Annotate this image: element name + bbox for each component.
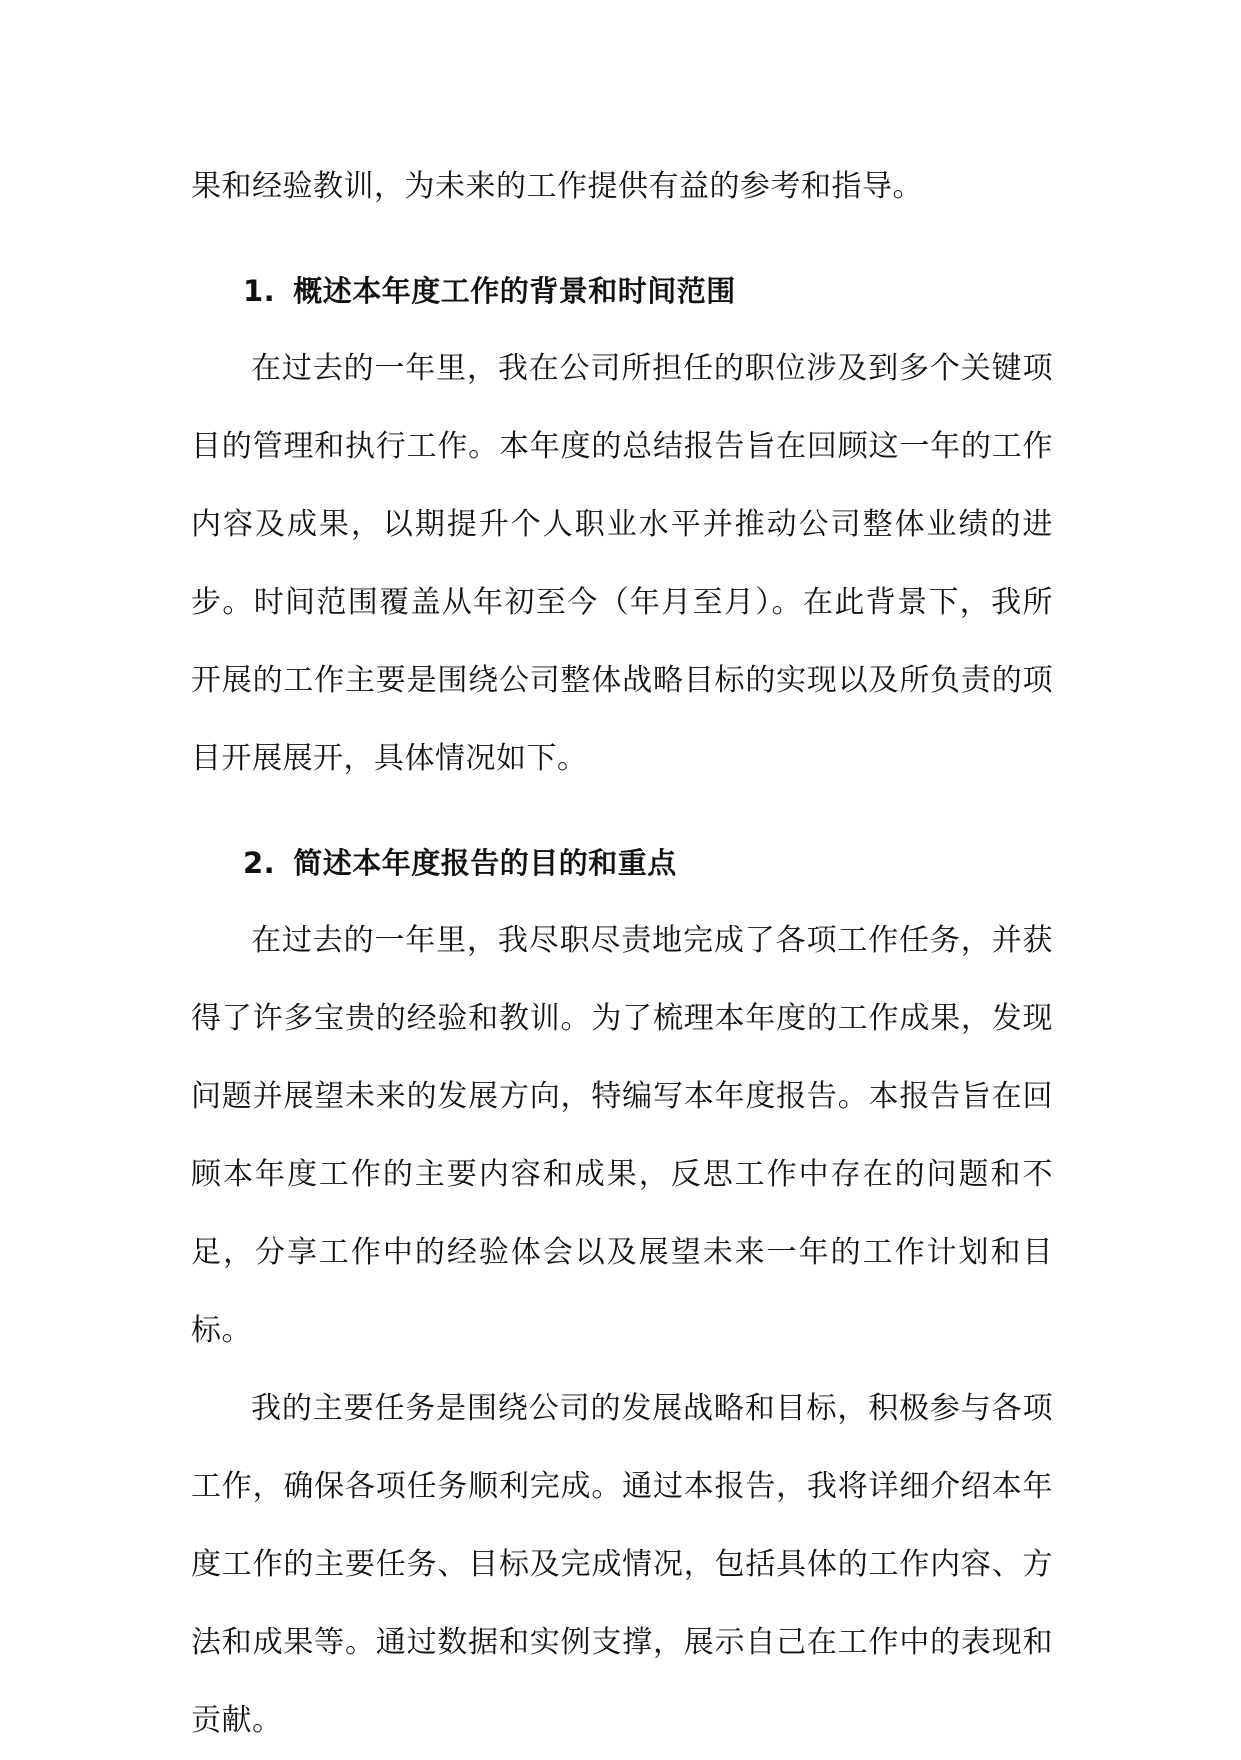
section-2-number: 2. bbox=[243, 846, 276, 880]
section-2-paragraph-1: 在过去的一年里，我尽职尽责地完成了各项工作任务，并获得了许多宝贵的经验和教训。为了梳理本年度的工作成果，发现问题并展望未来的发展方向，特编写本年度报告。本报告旨在回顾本年度工作的主要内容和成果，反思工作中存在的问题和不足，分享工作中的经验体会以及展望未来一年的工作计划和目标。 bbox=[191, 923, 1053, 1348]
document-body bbox=[191, 148, 1053, 1760]
section-1-number: 1. bbox=[243, 274, 276, 308]
section-1-title: 概述本年度工作的背景和时间范围 bbox=[293, 274, 736, 308]
section-2-heading bbox=[191, 824, 1053, 902]
intro-tail-paragraph: 果和经验教训，为未来的工作提供有益的参考和指导。 bbox=[191, 169, 923, 204]
section-1-heading bbox=[191, 252, 1053, 330]
section-1-paragraph: 在过去的一年里，我在公司所担任的职位涉及到多个关键项目的管理和执行工作。本年度的总结报告旨在回顾这一年的工作内容及成果，以期提升个人职业水平并推动公司整体业绩的进步。时间范围覆盖从年初至今（年月至月）。在此背景下，我所开展的工作主要是围绕公司整体战略目标的实现以及所负责的项目开展展开，具体情况如下。 bbox=[191, 351, 1053, 776]
section-2-title: 简述本年度报告的目的和重点 bbox=[293, 846, 677, 880]
section-2-paragraph-2: 我的主要任务是围绕公司的发展战略和目标，积极参与各项工作，确保各项任务顺利完成。通过本报告，我将详细介绍本年度工作的主要任务、目标及完成情况，包括具体的工作内容、方法和成果等。通过数据和实例支撑，展示自己在工作中的表现和贡献。 bbox=[191, 1391, 1053, 1738]
